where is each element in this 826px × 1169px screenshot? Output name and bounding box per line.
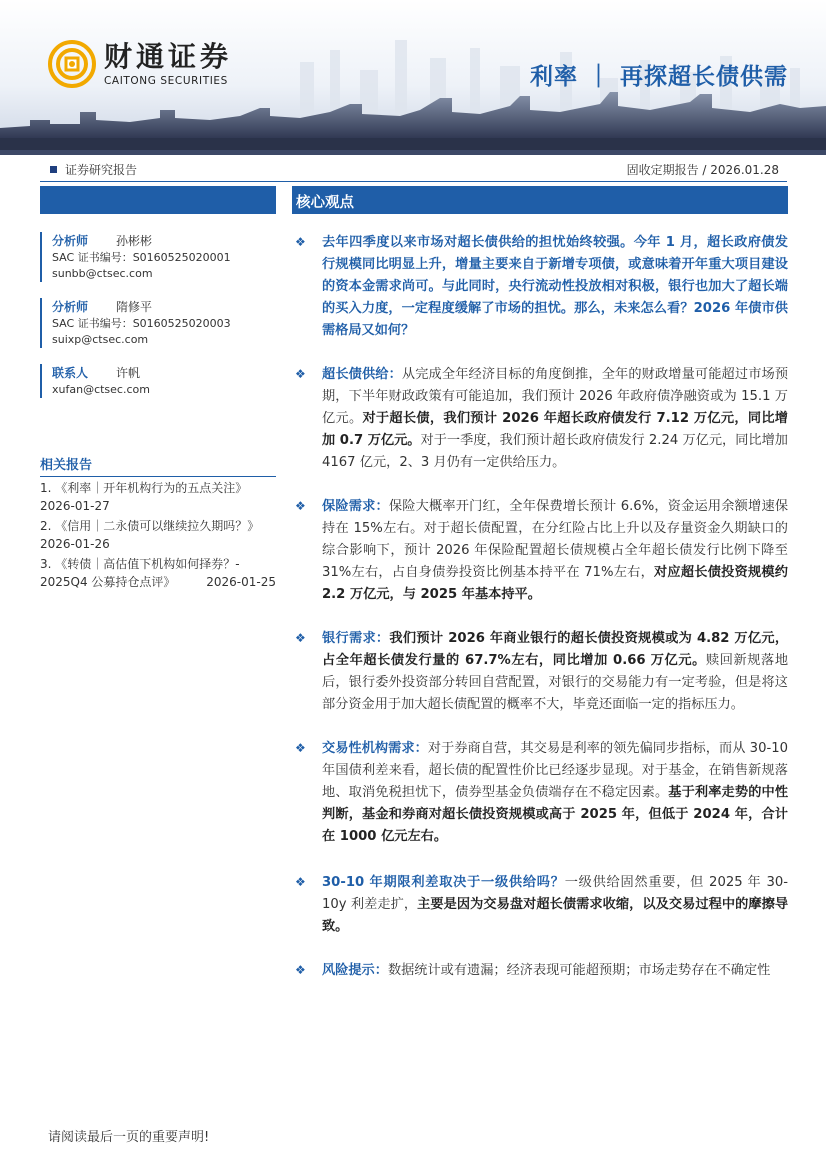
contact-name: 许帆	[116, 366, 141, 380]
related-report-text: 1. 《利率｜开年机构行为的五点关注》	[40, 481, 248, 495]
related-reports	[40, 454, 276, 591]
key-point	[292, 960, 788, 982]
analyst-sac: SAC 证书编号：S0160525020001	[52, 251, 231, 264]
sidebar-header-bar	[40, 186, 276, 214]
key-point-emphasis: 对应超长债投资规模约 2.2 万亿元，与 2025 年基本持平。	[322, 565, 788, 602]
analyst-name: 孙彬彬	[116, 234, 153, 248]
report-title: 利率 ｜ 再探超长债供需	[529, 64, 788, 90]
key-point	[292, 872, 788, 938]
related-report-item[interactable]	[40, 518, 276, 553]
diamond-bullet-icon: ❖	[295, 875, 306, 889]
diamond-bullet-icon: ❖	[295, 499, 306, 513]
main-content	[292, 186, 789, 978]
contact-role: 联系人	[52, 366, 89, 380]
key-point-label: 交易性机构需求：	[322, 741, 428, 756]
related-report-item[interactable]	[40, 556, 276, 591]
key-point-label: 超长债供给：	[322, 367, 402, 382]
related-report-date: 2026-01-27	[40, 498, 110, 513]
company-logo	[48, 40, 232, 88]
key-point-text: 赎回新规落地后，银行委外投资部分转回自营配置，对银行的交易能力有一定考验，但是将这部分资金用于加大超长债配置的概率不大，毕竟还面临一定的指标压力。	[322, 653, 789, 712]
key-point-lead: 去年四季度以来市场对超长债供给的担忧始终较强。今年 1 月，超长政府债发行规模同比明显上升，增量主要来自于新增专项债，或意味着开年重大项目建设的资本金需求尚可。与此同时，央行流动性投放相对积极，银行也加大了超长端的买入力度，一定程度缓解了市场的担忧。那么，未来怎么看？2026 年债市供需格局又如何？	[322, 235, 788, 338]
key-point	[292, 364, 788, 474]
key-point-text: 一级供给固然重要，但 2025 年 30-10y 利差走扩，	[322, 875, 788, 912]
disclaimer-notice: 请阅读最后一页的重要声明!	[48, 1130, 210, 1145]
key-point-label: 保险需求：	[322, 499, 389, 514]
key-point	[292, 496, 788, 606]
related-report-date: 2026-01-25	[206, 574, 276, 589]
diamond-bullet-icon: ❖	[295, 367, 306, 381]
related-report-item[interactable]	[40, 480, 276, 515]
key-point-text: 数据统计或有遗漏；经济表现可能超预期；市场走势存在不确定性	[387, 963, 771, 978]
key-point-text: 对于券商自营，其交易是利率的领先偏同步指标，而从 30-10 年国债利差来看，超长债的配置性价比已经逐步显现。对于基金，在销售新规落地、取消免税担忧下，债券型基金负债端存在不稳定因素。	[322, 741, 788, 800]
analyst-email[interactable]: suixp@ctsec.com	[52, 333, 149, 346]
analyst-card	[40, 298, 276, 348]
analyst-card	[40, 232, 276, 282]
section-title: 核心观点	[292, 186, 788, 214]
key-point-emphasis: 主要是因为交易盘对超长债需求收缩，以及交易过程中的摩擦导致。	[322, 897, 789, 934]
diamond-bullet-icon: ❖	[295, 631, 306, 645]
key-point-emphasis: 对于超长债，我们预计 2026 年超长政府债发行 7.12 万亿元，同比增加 0.7 万亿元。	[322, 411, 788, 448]
analyst-role: 分析师	[52, 234, 89, 248]
report-meta-bar	[40, 158, 787, 182]
key-point	[292, 628, 788, 716]
key-point-text: 保险大概率开门红，全年保费增长预计 6.6%，资金运用余额增速保持在 15%左右。对于超长债配置，在分红险占比上升以及存量资金久期缺口的综合影响下，预计 2026 年保险配置超长债规模占全年超长债发行比例下降至 31%左右，占自身债券投资比例基本持平在 71%左右，	[322, 499, 789, 580]
key-point-text: 从完成全年经济目标的角度倒推，全年的财政增量可能超过市场预期，下半年财政政策有可能追加，我们预计 2026 年政府债净融资或为 15.1 万亿元。	[322, 367, 789, 426]
logo-chinese-name: 财通证券	[104, 40, 233, 73]
square-bullet-icon	[50, 166, 57, 173]
diamond-bullet-icon: ❖	[295, 741, 306, 755]
key-point-label: 30-10 年期限利差取决于一级供给吗？	[322, 875, 565, 890]
related-report-text: 3. 《转债｜高估值下机构如何择券？-	[40, 557, 240, 571]
related-report-text: 2. 《信用｜二永债可以继续拉久期吗？》	[40, 519, 260, 533]
analyst-sac: SAC 证书编号：S0160525020003	[52, 317, 231, 330]
report-header	[0, 0, 826, 155]
analyst-email[interactable]: sunbb@ctsec.com	[52, 267, 153, 280]
logo-english-name: CAITONG SECURITIES	[104, 75, 228, 87]
key-point	[292, 738, 788, 848]
report-category: 证券研究报告	[65, 163, 138, 177]
related-report-date: 2026-01-26	[40, 536, 110, 551]
analyst-role: 分析师	[52, 300, 89, 314]
caitong-logo-icon	[48, 40, 96, 88]
key-point-label: 银行需求：	[322, 631, 390, 646]
related-reports-title: 相关报告	[40, 454, 276, 477]
key-point	[292, 232, 788, 342]
diamond-bullet-icon: ❖	[295, 235, 306, 249]
contact-card	[40, 364, 276, 398]
analyst-name: 隋修平	[116, 300, 153, 314]
key-point-emphasis: 我们预计 2026 年商业银行的超长债投资规模或为 4.82 万亿元，占全年超长债发行量的 67.7%左右，同比增加 0.66 万亿元。	[322, 631, 789, 668]
contact-email[interactable]: xufan@ctsec.com	[52, 383, 150, 396]
sidebar	[40, 186, 276, 591]
related-report-text-cont: 2025Q4 公募持仓点评》	[40, 574, 176, 589]
diamond-bullet-icon: ❖	[295, 963, 306, 977]
key-point-emphasis: 基于利率走势的中性判断，基金和券商对超长债投资规模或高于 2025 年，但低于 2024 年，合计在 1000 亿元左右。	[322, 785, 789, 844]
key-point-label: 风险提示：	[322, 963, 388, 978]
key-point-text: 对于一季度，我们预计超长政府债发行 2.24 万亿元，同比增加 4167 亿元，2、3 月仍有一定供给压力。	[322, 433, 788, 470]
report-type-date: 固收定期报告 / 2026.01.28	[626, 163, 779, 177]
